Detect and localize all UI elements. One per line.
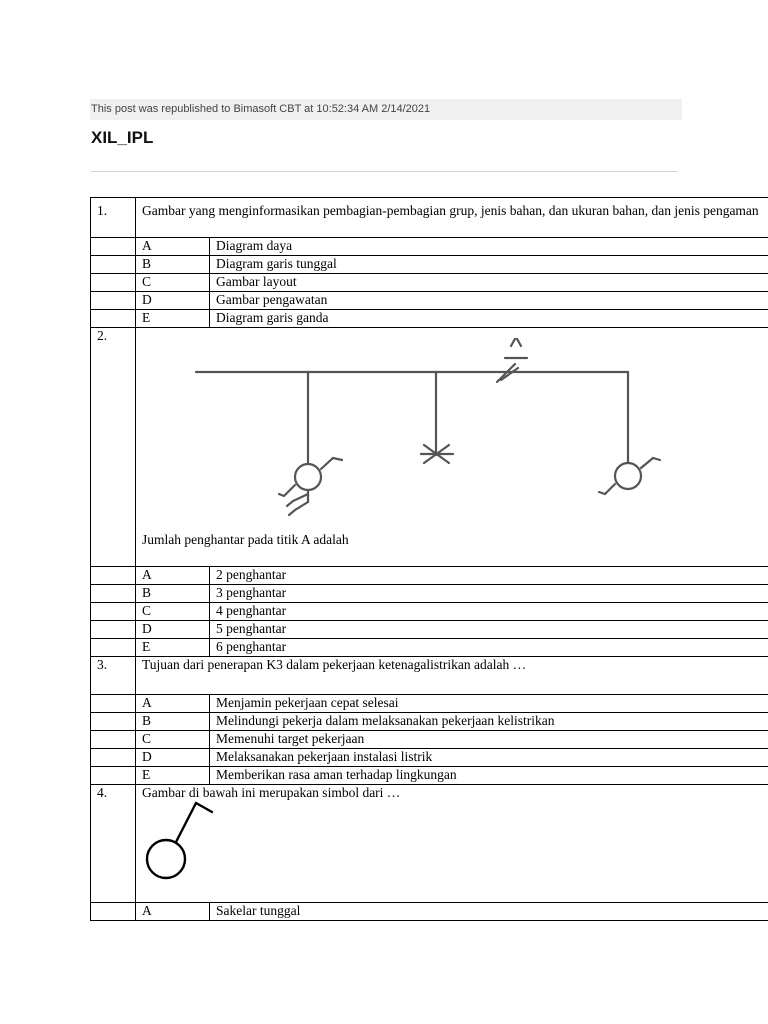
option-text: Melaksanakan pekerjaan instalasi listrik bbox=[210, 749, 768, 767]
option-letter: C bbox=[136, 731, 210, 749]
option-text: Menjamin pekerjaan cepat selesai bbox=[210, 695, 768, 713]
option-text: 3 penghantar bbox=[210, 585, 768, 603]
question-number: 2. bbox=[91, 328, 136, 567]
option-row bbox=[91, 731, 768, 749]
blank-cell bbox=[91, 767, 136, 785]
option-text: Gambar pengawatan bbox=[210, 292, 768, 310]
option-row bbox=[91, 310, 768, 328]
blank-cell bbox=[91, 256, 136, 274]
option-letter: D bbox=[136, 292, 210, 310]
blank-cell bbox=[91, 731, 136, 749]
option-letter: E bbox=[136, 639, 210, 657]
option-text: 2 penghantar bbox=[210, 567, 768, 585]
question-text: Gambar di bawah ini merupakan simbol dari … bbox=[142, 785, 401, 800]
blank-cell bbox=[91, 903, 136, 921]
question-text: Jumlah penghantar pada titik A adalah bbox=[142, 532, 349, 547]
question-row-2 bbox=[91, 328, 768, 567]
option-letter: A bbox=[136, 238, 210, 256]
option-text: Memenuhi target pekerjaan bbox=[210, 731, 768, 749]
question-number: 1. bbox=[91, 198, 136, 238]
option-letter: E bbox=[136, 767, 210, 785]
option-text: Memberikan rasa aman terhadap lingkungan bbox=[210, 767, 768, 785]
option-row bbox=[91, 621, 768, 639]
quiz-table bbox=[90, 197, 768, 921]
option-text: 6 penghantar bbox=[210, 639, 768, 657]
blank-cell bbox=[91, 639, 136, 657]
option-row bbox=[91, 256, 768, 274]
question-number: 4. bbox=[91, 785, 136, 903]
title-divider bbox=[91, 171, 678, 172]
option-row bbox=[91, 585, 768, 603]
question-figure-cell bbox=[136, 328, 768, 567]
option-letter: B bbox=[136, 713, 210, 731]
question-number: 3. bbox=[91, 657, 136, 695]
option-letter: A bbox=[136, 903, 210, 921]
blank-cell bbox=[91, 621, 136, 639]
blank-cell bbox=[91, 238, 136, 256]
option-text: Sakelar tunggal bbox=[210, 903, 768, 921]
option-letter: D bbox=[136, 621, 210, 639]
option-row bbox=[91, 603, 768, 621]
blank-cell bbox=[91, 603, 136, 621]
blank-cell bbox=[91, 749, 136, 767]
option-row bbox=[91, 903, 768, 921]
blank-cell bbox=[91, 713, 136, 731]
question-text: Gambar yang menginformasikan pembagian-pembagian grup, jenis bahan, dan ukuran bahan, dan jenis pengaman bbox=[136, 198, 768, 238]
option-letter: E bbox=[136, 310, 210, 328]
blank-cell bbox=[91, 310, 136, 328]
option-text: Diagram garis tunggal bbox=[210, 256, 768, 274]
blank-cell bbox=[91, 567, 136, 585]
single-line-diagram bbox=[191, 338, 711, 538]
option-row bbox=[91, 767, 768, 785]
blank-cell bbox=[91, 695, 136, 713]
option-letter: D bbox=[136, 749, 210, 767]
option-text: Gambar layout bbox=[210, 274, 768, 292]
question-figure-cell bbox=[136, 785, 768, 903]
option-row bbox=[91, 695, 768, 713]
option-letter: A bbox=[136, 567, 210, 585]
option-text: Diagram garis ganda bbox=[210, 310, 768, 328]
question-row-4 bbox=[91, 785, 768, 903]
republish-banner: This post was republished to Bimasoft CBT at 10:52:34 AM 2/14/2021 bbox=[90, 99, 682, 120]
option-text: 4 penghantar bbox=[210, 603, 768, 621]
switch-symbol bbox=[140, 799, 230, 894]
option-row bbox=[91, 238, 768, 256]
option-row bbox=[91, 274, 768, 292]
option-letter: B bbox=[136, 256, 210, 274]
option-row bbox=[91, 713, 768, 731]
blank-cell bbox=[91, 274, 136, 292]
option-text: Diagram daya bbox=[210, 238, 768, 256]
option-text: 5 penghantar bbox=[210, 621, 768, 639]
blank-cell bbox=[91, 585, 136, 603]
question-text: Tujuan dari penerapan K3 dalam pekerjaan ketenagalistrikan adalah … bbox=[136, 657, 768, 695]
option-row bbox=[91, 639, 768, 657]
option-row bbox=[91, 567, 768, 585]
option-letter: C bbox=[136, 274, 210, 292]
option-text: Melindungi pekerja dalam melaksanakan pekerjaan kelistrikan bbox=[210, 713, 768, 731]
option-row bbox=[91, 749, 768, 767]
figure-point-label: A bbox=[511, 358, 512, 359]
option-letter: B bbox=[136, 585, 210, 603]
blank-cell bbox=[91, 292, 136, 310]
option-letter: A bbox=[136, 695, 210, 713]
question-row-3 bbox=[91, 657, 768, 695]
option-letter: C bbox=[136, 603, 210, 621]
document-title: XIL_IPL bbox=[91, 128, 154, 147]
option-row bbox=[91, 292, 768, 310]
question-row-1 bbox=[91, 198, 768, 238]
